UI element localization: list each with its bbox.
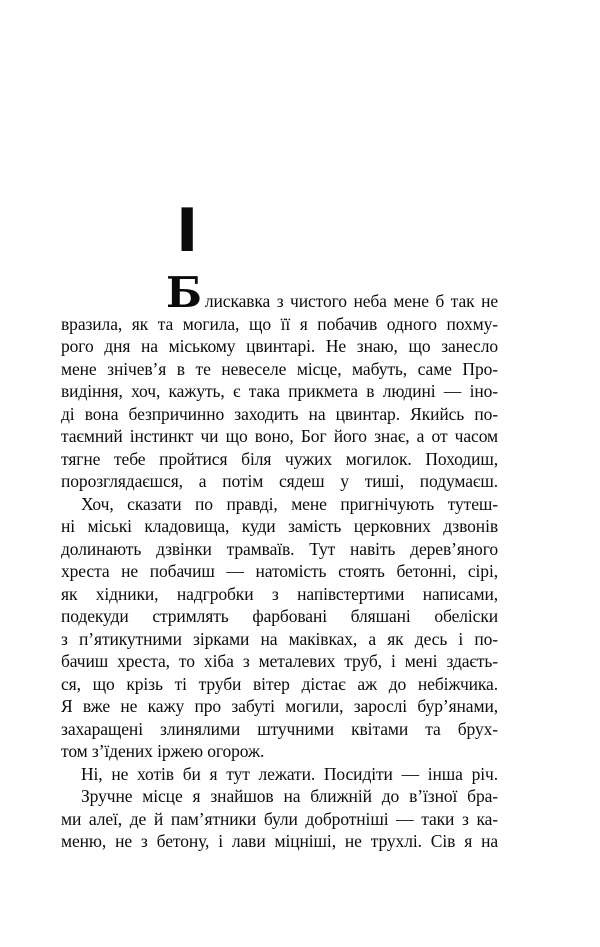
text-block bbox=[61, 268, 498, 853]
paragraph bbox=[61, 785, 498, 853]
text-line: тягне тебе пройтися біля чужих могилок. Походиш, bbox=[61, 448, 498, 469]
text-line: меню, не з бетону, і лави міцніші, не трухлі. Сів я на bbox=[61, 831, 498, 851]
text-line: ся, що крізь ті труби вітер дістає аж до небіжчика. bbox=[61, 673, 498, 694]
text-line: ді вона безпричинно заходить на цвинтар. Якийсь по- bbox=[61, 403, 498, 424]
text-line: хреста не побачиш — натомість стоять бетонні, сірі, bbox=[61, 561, 498, 581]
text-line: Ні, не хотів би я тут лежати. Посидіти — інша річ. bbox=[81, 763, 498, 784]
paragraph bbox=[61, 268, 498, 493]
text-line: ми алеї, де й пам’ятники були добротніші — таки з ка- bbox=[61, 808, 498, 829]
text-line: подекуди стримлять фарбовані бляшані обеліски bbox=[61, 606, 498, 626]
text-line: мене знічев’я в те невеселе місце, мабуть, саме Про- bbox=[61, 358, 498, 379]
text-line: порозглядаєшся, а потім сядеш у тиші, подумаєш. bbox=[61, 471, 498, 491]
text-line bbox=[61, 268, 498, 317]
text-line: Хоч, сказати по правді, мене пригнічують тутеш- bbox=[81, 493, 498, 514]
text-line: том з’їдених іржею огорож. bbox=[61, 741, 265, 761]
paragraph bbox=[61, 493, 498, 763]
text-line: як хідники, надгробки з напівстертими написами, bbox=[61, 583, 498, 604]
text-line: Я вже не кажу про забуті могили, зарослі бур’янами, bbox=[61, 696, 498, 716]
text-line: з п’ятикутними зірками на маківках, а як десь і по- bbox=[61, 628, 498, 649]
text-line-content: лискавка з чистого неба мене б так не bbox=[204, 291, 498, 311]
text-line: ні міські кладовища, куди замість церковних дзвонів bbox=[61, 516, 498, 536]
text-line: таємний інстинкт чи що воно, Бог його знає, а от часом bbox=[61, 426, 498, 446]
text-line: бачиш хреста, то хіба з металевих труб, і мені здаєть- bbox=[61, 651, 498, 671]
text-line: рого дня на міському цвинтарі. Не знаю, що занесло bbox=[61, 336, 498, 356]
text-line: захаращені злинялими штучними квітами та брух- bbox=[61, 718, 498, 739]
chapter-number: І bbox=[176, 196, 199, 266]
text-line: видіння, хоч, кажуть, є така прикмета в людині — іно- bbox=[61, 381, 498, 401]
text-line: вразила, як та могила, що її я побачив одного похму- bbox=[61, 313, 498, 334]
text-line: Зручне місце я знайшов на ближній до в’їзної бра- bbox=[81, 786, 498, 806]
text-line: долинають дзвінки трамваїв. Тут навіть дерев’яного bbox=[61, 538, 498, 559]
raised-initial-letter: Б bbox=[166, 268, 202, 317]
paragraph bbox=[61, 763, 498, 786]
